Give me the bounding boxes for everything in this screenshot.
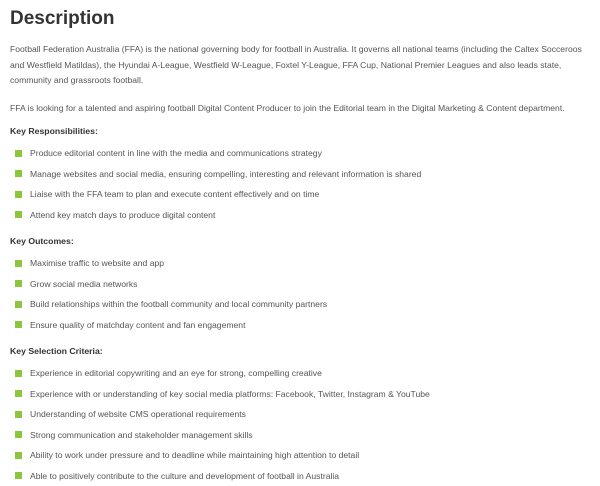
list-item <box>10 294 590 315</box>
page-title: Description <box>10 8 590 30</box>
list-item-text: Grow social media networks <box>30 279 137 289</box>
selection-criteria-list <box>10 363 590 486</box>
intro-paragraph-2: FFA is looking for a talented and aspiring football Digital Content Producer to join the Editorial team in the Digital Marketing & Content department. <box>10 101 590 117</box>
bullet-square-icon <box>15 280 22 287</box>
list-item-text: Strong communication and stakeholder management skills <box>30 430 253 440</box>
bullet-square-icon <box>15 191 22 198</box>
list-item-text: Understanding of website CMS operational requirements <box>30 409 246 419</box>
list-item-text: Ability to work under pressure and to deadline while maintaining high attention to detail <box>30 450 359 460</box>
bullet-square-icon <box>15 452 22 459</box>
bullet-square-icon <box>15 390 22 397</box>
bullet-square-icon <box>15 321 22 328</box>
list-item <box>10 315 590 336</box>
list-item <box>10 274 590 295</box>
list-item-text: Attend key match days to produce digital content <box>30 210 215 220</box>
list-item-text: Experience with or understanding of key social media platforms: Facebook, Twitter, Instagram & YouTube <box>30 389 430 399</box>
list-item <box>10 184 590 205</box>
list-item-text: Produce editorial content in line with the media and communications strategy <box>30 148 322 158</box>
bullet-square-icon <box>15 260 22 267</box>
list-item-text: Manage websites and social media, ensuring compelling, interesting and relevant information is shared <box>30 169 421 179</box>
list-item-text: Experience in editorial copywriting and an eye for strong, compelling creative <box>30 368 322 378</box>
list-item <box>10 445 590 466</box>
list-item <box>10 363 590 384</box>
outcomes-list <box>10 253 590 335</box>
intro-paragraph-1: Football Federation Australia (FFA) is the national governing body for football in Australia. It governs all national teams (including the Caltex Socceroos and Westfield Matildas), the Hyundai A-League, Westfield W-League, Foxtel Y-League, FFA Cup, National Premier Leagues and also leads state, community and grassroots football. <box>10 42 590 89</box>
bullet-square-icon <box>15 170 22 177</box>
list-item <box>10 404 590 425</box>
list-item <box>10 164 590 185</box>
bullet-square-icon <box>15 411 22 418</box>
list-item <box>10 466 590 486</box>
list-item-text: Able to positively contribute to the culture and development of football in Australia <box>30 471 339 481</box>
bullet-square-icon <box>15 301 22 308</box>
bullet-square-icon <box>15 211 22 218</box>
bullet-square-icon <box>15 370 22 377</box>
list-item-text: Maximise traffic to website and app <box>30 258 164 268</box>
bullet-square-icon <box>15 150 22 157</box>
list-item <box>10 205 590 226</box>
list-item <box>10 384 590 405</box>
list-item <box>10 143 590 164</box>
section-title-key-responsibilities: Key Responsibilities: <box>10 125 590 137</box>
section-title-key-selection-criteria: Key Selection Criteria: <box>10 345 590 357</box>
bullet-square-icon <box>15 472 22 479</box>
list-item-text: Build relationships within the football community and local community partners <box>30 299 327 309</box>
responsibilities-list <box>10 143 590 225</box>
list-item-text: Liaise with the FFA team to plan and execute content effectively and on time <box>30 189 319 199</box>
bullet-square-icon <box>15 431 22 438</box>
list-item <box>10 253 590 274</box>
list-item <box>10 425 590 446</box>
section-title-key-outcomes: Key Outcomes: <box>10 235 590 247</box>
list-item-text: Ensure quality of matchday content and fan engagement <box>30 320 245 330</box>
